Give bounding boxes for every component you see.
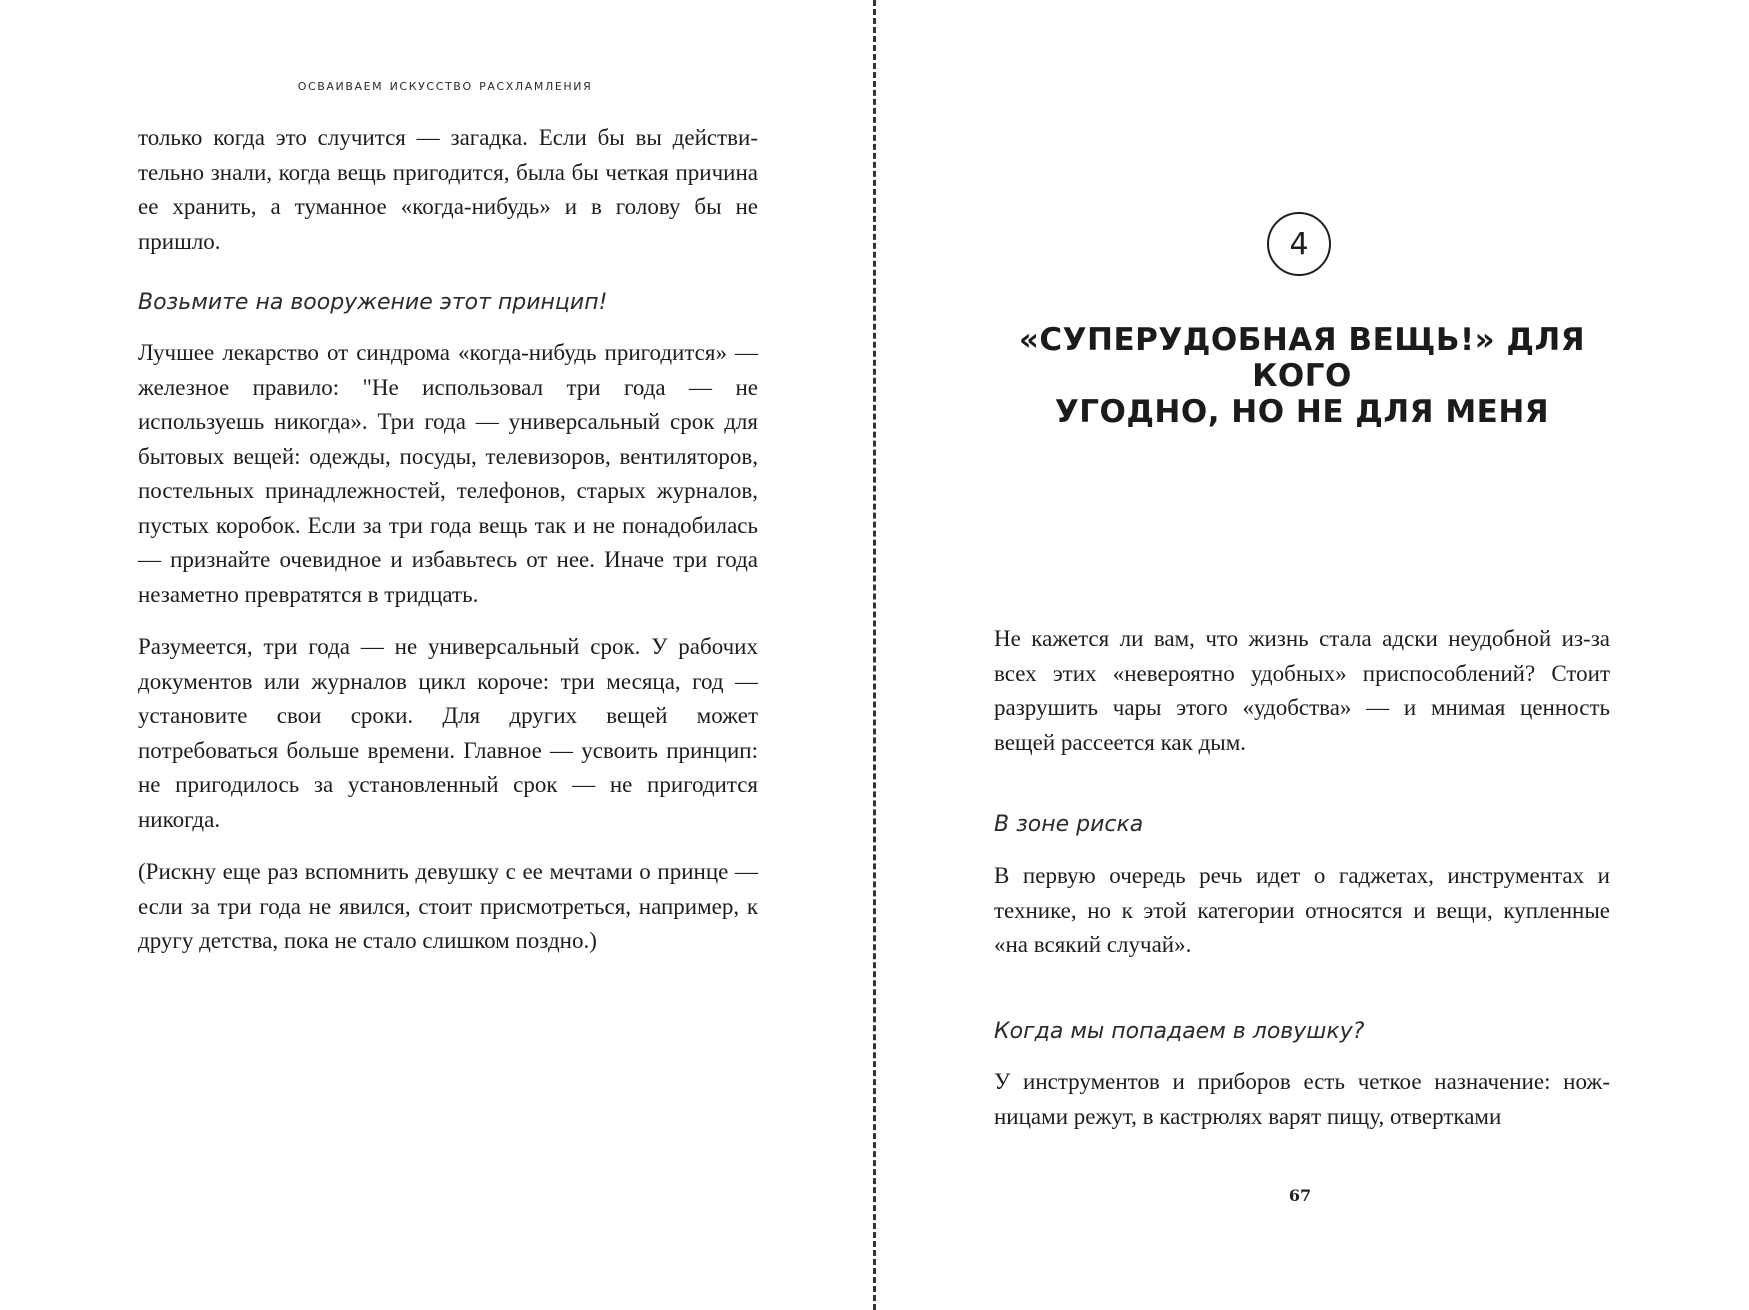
chapter-title-line: УГОДНО, НО НЕ ДЛЯ МЕНЯ <box>1054 394 1550 430</box>
chapter-title <box>994 322 1610 430</box>
right-body-text-1 <box>994 859 1610 963</box>
right-subhead-trap: Когда мы попадаем в ловушку? <box>994 1019 1365 1044</box>
page-divider <box>873 0 876 1310</box>
right-intro-text <box>994 622 1610 760</box>
right-subhead-risk: В зоне риска <box>994 812 1144 837</box>
running-head: осваиваем искусство расхламления <box>297 76 593 94</box>
left-paragraph: (Рискну еще раз вспомнить девушку с ее мечтами о принце — если за три года не явился, стоит присмотреться, например, к другу детства, пока не стало слишком поздно.) <box>138 859 758 953</box>
right-body-text-2 <box>994 1065 1610 1134</box>
page-number: 67 <box>1288 1186 1312 1205</box>
left-paragraph: Лучшее лекарство от синдрома «когда-нибудь пригодится» — железное правило: "Не использовал три года — не используешь никогда». Три года — универсальный срок для бытовых вещей: одежды, посуды, телевизоров, вентиляторов, постельных принадлежностей, телефонов, старых журналов, пустых коробок. Если за три года вещь так и не понадобилась — признайте очевидное и избавьтесь от нее. Иначе три года незаметно превратятся в тридцать. <box>138 340 758 607</box>
left-body-text <box>138 336 758 959</box>
left-intro-paragraph: только когда это случится — загадка. Если бы вы действительно знали, когда вещь пригодится, была бы четкая причина ее хранить, а туманное «когда-нибудь» и в голову бы не пришло. <box>138 125 758 254</box>
left-paragraph: Разумеется, три года — не универсальный срок. У рабочих документов или журналов цикл короче: три месяца, год — установите свои сроки. Для других вещей может потребоваться больше времени. Главное — усвоить принцип: не пригодилось за установленный срок — не пригодится никогда. <box>138 634 758 832</box>
right-intro-paragraph: Не кажется ли вам, что жизнь стала адски неудобной из-за всех этих «невероятно удобных» приспособлений? Стоит разрушить чары этого «удобства» — и мнимая ценность вещей рассеется как дым. <box>994 626 1610 755</box>
chapter-title-line: «СУПЕРУДОБНАЯ ВЕЩЬ!» ДЛЯ КОГО <box>1018 322 1586 394</box>
right-paragraph: В первую очередь речь идет о гаджетах, инструментах и технике, но к этой категории относятся и вещи, купленные «на всякий случай». <box>994 863 1610 957</box>
left-subhead: Возьмите на вооружение этот принцип! <box>138 290 608 315</box>
chapter-number-badge: 4 <box>1267 212 1331 276</box>
right-paragraph: У инструментов и приборов есть четкое назначение: ножницами режут, в кастрюлях варят пищу, отвертками <box>994 1069 1610 1129</box>
left-intro-text <box>138 121 758 259</box>
